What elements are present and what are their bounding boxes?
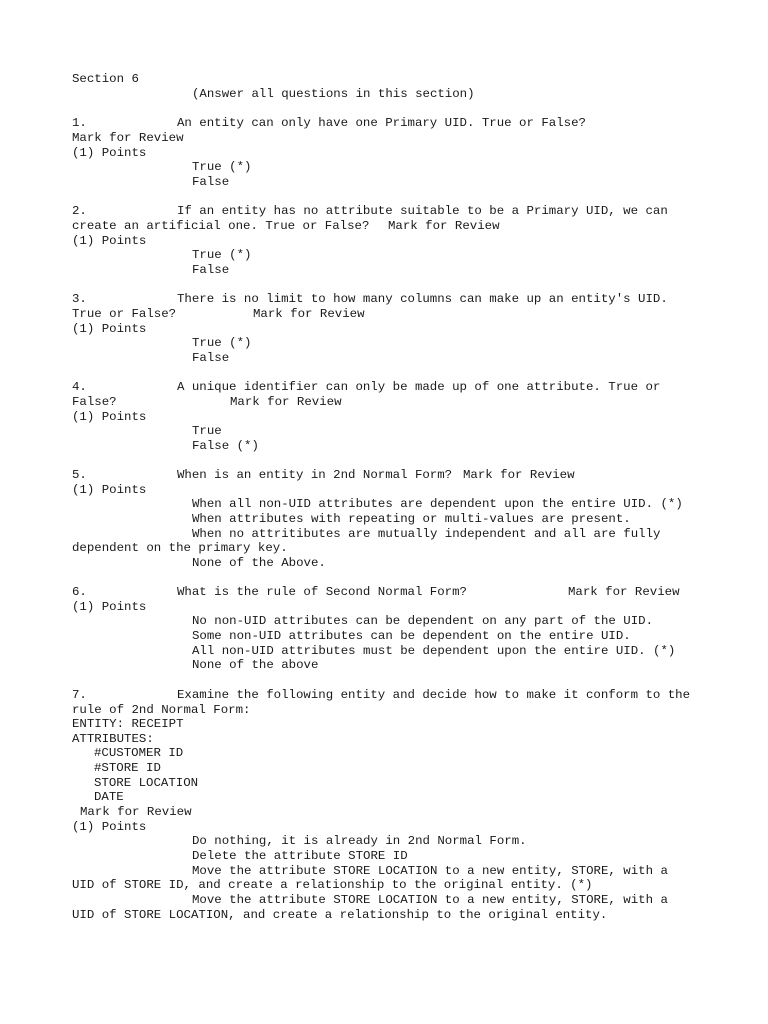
attributes-label: ATTRIBUTES: — [72, 732, 154, 746]
answer-option[interactable]: True — [192, 424, 222, 438]
mark-for-review-link[interactable]: Mark for Review — [72, 131, 184, 145]
mark-for-review-link[interactable]: Mark for Review — [80, 805, 192, 819]
points-label: (1) Points — [72, 600, 147, 614]
question-text: When is an entity in 2nd Normal Form? — [177, 468, 453, 482]
mark-for-review-link[interactable]: Mark for Review — [253, 307, 365, 321]
mark-for-review-link[interactable]: Mark for Review — [568, 585, 680, 599]
attribute-item: #CUSTOMER ID — [94, 746, 184, 760]
question-number: 2. — [72, 204, 87, 218]
attribute-item: #STORE ID — [94, 761, 161, 775]
question-number: 4. — [72, 380, 87, 394]
answer-option[interactable]: None of the Above. — [192, 556, 326, 570]
points-label: (1) Points — [72, 410, 147, 424]
answer-option[interactable]: When attributes with repeating or multi-values are present. — [192, 512, 631, 526]
answer-option[interactable]: Move the attribute STORE LOCATION to a new entity, STORE, with a — [192, 893, 668, 907]
answer-option[interactable]: False (*) — [192, 439, 259, 453]
answer-option[interactable]: Do nothing, it is already in 2nd Normal Form. — [192, 834, 527, 848]
answer-option[interactable]: All non-UID attributes must be dependent upon the entire UID. (*) — [192, 644, 676, 658]
answer-option[interactable]: True (*) — [192, 336, 252, 350]
answer-option[interactable]: False — [192, 175, 230, 189]
question-text: Examine the following entity and decide how to make it conform to the — [177, 688, 691, 702]
question-text-continued: rule of 2nd Normal Form: — [72, 703, 251, 717]
points-label: (1) Points — [72, 146, 147, 160]
question-text: What is the rule of Second Normal Form? — [177, 585, 467, 599]
question-number: 5. — [72, 468, 87, 482]
section-instructions: (Answer all questions in this section) — [192, 87, 475, 101]
answer-option-continued: UID of STORE ID, and create a relationship to the original entity. (*) — [72, 878, 593, 892]
answer-option[interactable]: Delete the attribute STORE ID — [192, 849, 408, 863]
mark-for-review-link[interactable]: Mark for Review — [388, 219, 500, 233]
answer-option[interactable]: None of the above — [192, 658, 319, 672]
mark-for-review-link[interactable]: Mark for Review — [230, 395, 342, 409]
answer-option[interactable]: False — [192, 351, 230, 365]
answer-option[interactable]: When no attritibutes are mutually independent and all are fully — [192, 527, 661, 541]
question-number: 6. — [72, 585, 87, 599]
answer-option-continued: UID of STORE LOCATION, and create a relationship to the original entity. — [72, 908, 608, 922]
answer-option-continued: dependent on the primary key. — [72, 541, 288, 555]
question-text-continued: False? — [72, 395, 117, 409]
points-label: (1) Points — [72, 234, 147, 248]
attribute-item: DATE — [94, 790, 124, 804]
answer-option[interactable]: True (*) — [192, 160, 252, 174]
points-label: (1) Points — [72, 322, 147, 336]
question-text: If an entity has no attribute suitable to be a Primary UID, we can — [177, 204, 668, 218]
points-label: (1) Points — [72, 483, 147, 497]
question-text: A unique identifier can only be made up of one attribute. True or — [177, 380, 661, 394]
answer-option[interactable]: True (*) — [192, 248, 252, 262]
question-number: 3. — [72, 292, 87, 306]
section-title: Section 6 — [72, 72, 139, 86]
answer-option[interactable]: False — [192, 263, 230, 277]
answer-option[interactable]: Some non-UID attributes can be dependent on the entire UID. — [192, 629, 631, 643]
mark-for-review-link[interactable]: Mark for Review — [463, 468, 575, 482]
answer-option[interactable]: Move the attribute STORE LOCATION to a new entity, STORE, with a — [192, 864, 668, 878]
question-number: 7. — [72, 688, 87, 702]
question-text-continued: True or False? — [72, 307, 177, 321]
question-text: There is no limit to how many columns can make up an entity's UID. — [177, 292, 668, 306]
question-number: 1. — [72, 116, 87, 130]
answer-option[interactable]: When all non-UID attributes are dependent upon the entire UID. (*) — [192, 497, 683, 511]
entity-name: ENTITY: RECEIPT — [72, 717, 184, 731]
points-label: (1) Points — [72, 820, 147, 834]
answer-option[interactable]: No non-UID attributes can be dependent on any part of the UID. — [192, 614, 654, 628]
question-text-continued: create an artificial one. True or False? — [72, 219, 370, 233]
attribute-item: STORE LOCATION — [94, 776, 199, 790]
question-text: An entity can only have one Primary UID. True or False? — [177, 116, 586, 130]
